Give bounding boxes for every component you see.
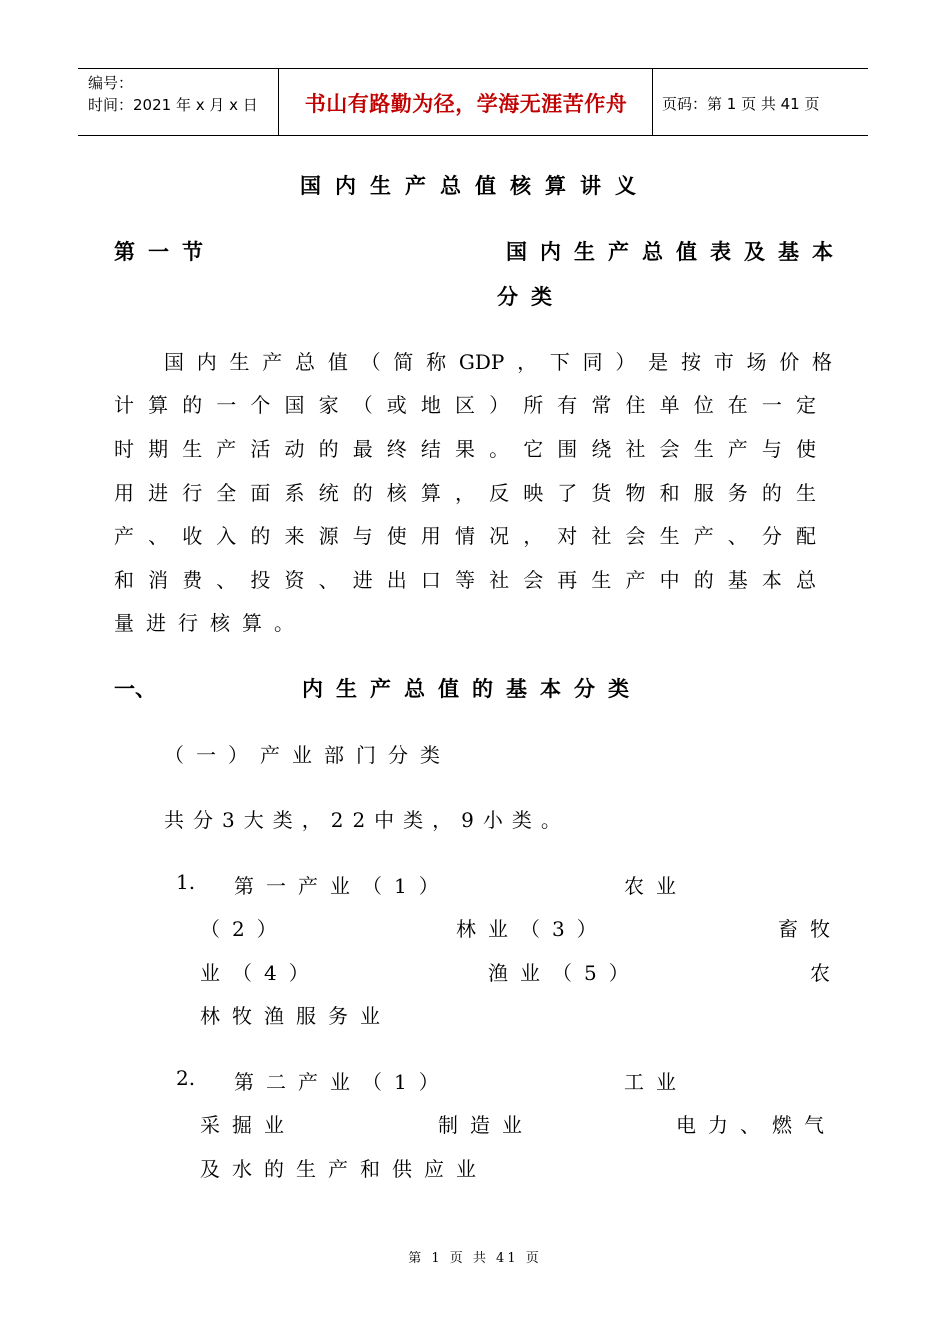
section-title-line1: 国内生产总值表及基本 [506, 239, 846, 264]
item1-row3-a: 业（4） [200, 961, 321, 985]
section-title-line2: 分类 [497, 284, 565, 309]
section-label: 第一节 [114, 239, 216, 264]
summary-line: 共分3大类，22中类，9小类。 [164, 808, 570, 832]
sub-item-heading: （一）产业部门分类 [164, 743, 452, 767]
page-footer: 第 1 页 共 41 页 [408, 1251, 542, 1266]
item1-label: 第一产业（1） [234, 874, 451, 898]
header-divider-1 [278, 68, 279, 136]
paragraph-line: 国内生产总值（简称GDP，下同）是按市场价格 [164, 350, 832, 374]
paragraph-line: 量进行核算。 [114, 611, 306, 635]
item2-label: 第二产业（1） [234, 1070, 451, 1094]
item1-row4: 林牧渔服务业 [200, 1004, 392, 1028]
paragraph-line: 用进行全面系统的核算，反映了货物和服务的生 [114, 481, 816, 505]
item2-row2-b: 制造业 [438, 1113, 534, 1137]
header-divider-2 [652, 68, 653, 136]
subsection-label: 一、 [114, 676, 156, 701]
item1-row2-c: 畜牧 [778, 917, 842, 941]
item2-row3: 及水的生产和供应业 [200, 1157, 488, 1181]
item2-row2-a: 采掘业 [200, 1113, 296, 1137]
subsection-title: 内生产总值的基本分类 [302, 676, 642, 701]
header-top-rule [78, 68, 868, 69]
header-number-label: 编号： [88, 74, 134, 92]
paragraph-line: 产、收入的来源与使用情况，对社会生产、分配 [114, 524, 816, 548]
paragraph-line: 时期生产活动的最终结果。它围绕社会生产与使 [114, 437, 816, 461]
item1-row3-b: 渔业（5） [488, 961, 641, 985]
item2-number: 2. [176, 1066, 196, 1090]
header-bottom-rule [78, 135, 868, 136]
item1-row3-c: 农 [810, 961, 830, 985]
item2-row2-c: 电力、燃气 [676, 1113, 836, 1137]
paragraph-line: 和消费、投资、进出口等社会再生产中的基本总 [114, 568, 816, 592]
item1-col1: 农业 [624, 874, 688, 898]
item2-col1: 工业 [624, 1070, 688, 1094]
item1-row2-a: （2） [200, 917, 289, 941]
item1-row2-b: 林业（3） [456, 917, 609, 941]
header-meta [88, 72, 258, 116]
header-time-label: 时间：2021 年 x 月 x 日 [88, 96, 258, 114]
header-page-info: 页码：第 1 页 共 41 页 [662, 95, 820, 113]
item1-number: 1. [176, 870, 196, 894]
document-title: 国内生产总值核算讲义 [300, 173, 650, 198]
header-motto: 书山有路勤为径，学海无涯苦作舟 [304, 91, 628, 116]
paragraph-line: 计算的一个国家（或地区）所有常住单位在一定 [114, 393, 816, 417]
